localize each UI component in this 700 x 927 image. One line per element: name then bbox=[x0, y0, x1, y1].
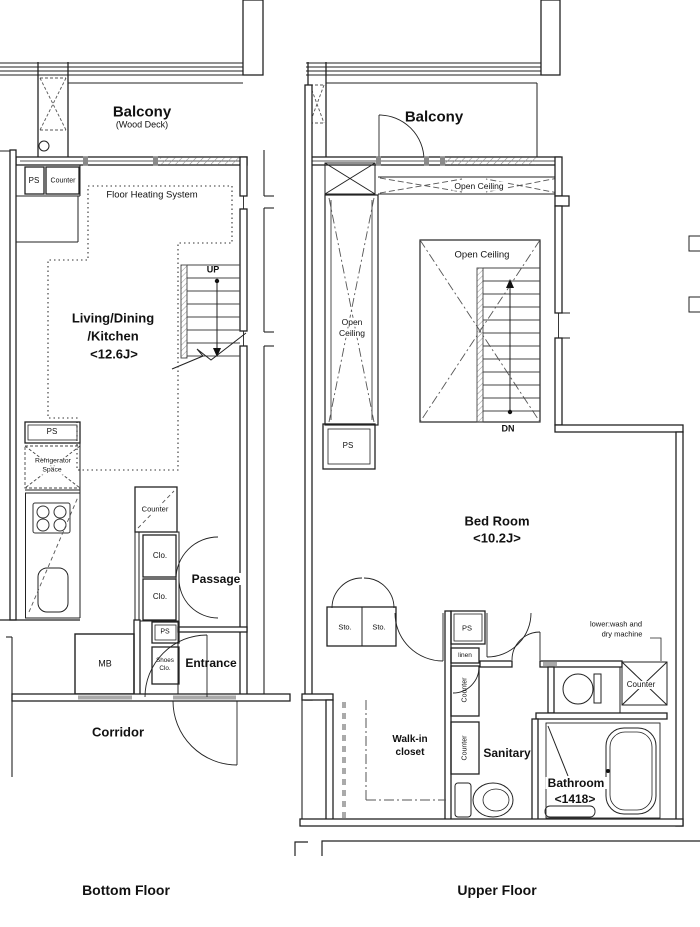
label-ldk-size: <12.6J> bbox=[90, 346, 138, 362]
label-open-ceiling-vert-line1: Open bbox=[341, 316, 363, 327]
exterior-wall-line bbox=[264, 150, 274, 700]
label-counter-tall-1: Counter bbox=[461, 677, 469, 703]
bedroom-corridor-door bbox=[487, 613, 531, 657]
pillar-x-left bbox=[40, 78, 66, 130]
label-bottom-floor: Bottom Floor bbox=[82, 882, 170, 898]
open-ceiling-shaft bbox=[325, 195, 378, 425]
label-open-ceiling-main: Open Ceiling bbox=[454, 249, 510, 261]
kitchen-sink bbox=[38, 568, 68, 612]
label-clo-2: Clo. bbox=[152, 592, 168, 601]
stairs-down bbox=[477, 268, 540, 422]
label-bathroom: Bathroom bbox=[547, 776, 605, 790]
bath-step bbox=[545, 806, 595, 817]
corridor-edge bbox=[322, 841, 700, 856]
label-balcony-sub: (Wood Deck) bbox=[115, 119, 169, 130]
label-floor-heating: Floor Heating System bbox=[106, 189, 198, 201]
label-balcony-bottom: Balcony bbox=[112, 103, 172, 121]
walkin-door bbox=[395, 613, 443, 661]
stove bbox=[33, 503, 70, 533]
washbasin bbox=[563, 674, 593, 704]
label-open-ceiling-strip: Open Ceiling bbox=[454, 180, 504, 191]
washer-note-leader bbox=[650, 638, 661, 661]
label-dn: DN bbox=[501, 423, 515, 434]
label-counter-tall-2: Counter bbox=[461, 735, 469, 761]
label-bedroom-size: <10.2J> bbox=[473, 530, 521, 546]
label-bedroom: Bed Room bbox=[464, 513, 530, 529]
label-washer-note-line2: dry machine bbox=[601, 629, 643, 639]
label-open-ceiling-vert-line2: Ceiling bbox=[339, 327, 365, 338]
label-shoes-line2: Clo. bbox=[159, 664, 171, 672]
label-refrigerator-line2: Space bbox=[42, 466, 62, 474]
label-shoes-line1: Shoes bbox=[156, 656, 174, 664]
label-passage: Passage bbox=[191, 572, 241, 586]
label-refrigerator-line1: Refrigerator bbox=[35, 457, 71, 465]
label-counter-kitchen: Counter bbox=[141, 504, 169, 514]
label-sto-1: Sto. bbox=[338, 622, 352, 632]
label-up: UP bbox=[206, 264, 220, 275]
label-balcony-upper: Balcony bbox=[404, 108, 464, 126]
label-washer-note-line1: lower:wash and bbox=[589, 619, 643, 629]
neighbour-wall-marks bbox=[689, 236, 700, 312]
label-upper-floor: Upper Floor bbox=[457, 882, 537, 898]
label-mb: MB bbox=[98, 658, 112, 669]
open-ceiling-corner-box bbox=[325, 163, 375, 194]
floor-heating-region bbox=[48, 186, 232, 470]
toilet bbox=[455, 783, 513, 817]
label-corridor: Corridor bbox=[92, 724, 144, 740]
label-sanitary: Sanitary bbox=[483, 746, 531, 760]
label-entrance: Entrance bbox=[185, 656, 237, 670]
label-clo-1: Clo. bbox=[152, 551, 168, 560]
label-walkin-line2: closet bbox=[395, 747, 425, 758]
label-counter-box: Counter bbox=[626, 680, 656, 689]
label-bathroom-size: <1418> bbox=[554, 792, 596, 806]
label-sto-2: Sto. bbox=[372, 622, 386, 632]
label-ldk-line1: Living/Dining bbox=[71, 310, 155, 326]
label-ps-lower: PS bbox=[461, 623, 473, 633]
label-counter-top: Counter bbox=[50, 177, 76, 185]
open-ceiling-stairwell bbox=[420, 240, 540, 422]
label-ps-upper: PS bbox=[342, 441, 354, 450]
corridor-door bbox=[173, 701, 237, 765]
label-ldk-line2: /Kitchen bbox=[87, 328, 139, 344]
label-ps-mid: PS bbox=[46, 427, 58, 436]
storage-doors bbox=[332, 578, 394, 608]
upper-floor-linework bbox=[295, 0, 700, 856]
bathroom-door-line bbox=[548, 726, 568, 776]
window-hatch bbox=[444, 158, 536, 165]
window-hatch bbox=[160, 158, 240, 165]
label-linen: linen bbox=[458, 651, 472, 659]
label-walkin-line1: Walk-in bbox=[392, 734, 428, 745]
label-ps-small: PS bbox=[160, 628, 170, 636]
bathtub bbox=[606, 728, 656, 814]
label-ps-top: PS bbox=[28, 176, 40, 185]
